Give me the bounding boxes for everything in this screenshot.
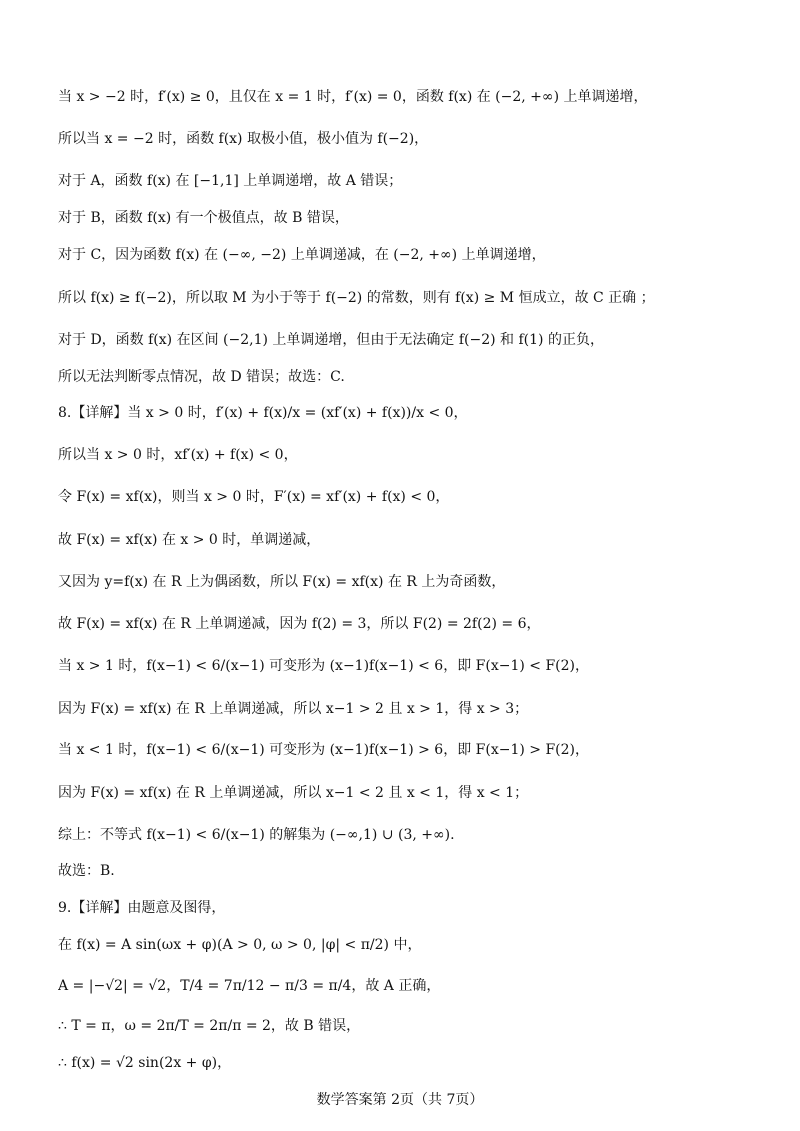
text-line: 9.【详解】由题意及图得， [58,900,226,916]
text-line: 8.【详解】当 x > 0 时，f′(x) + f(x)/x = (xf′(x) + f(x))/x < 0， [58,405,468,421]
text-line: 所以当 x > 0 时，xf′(x) + f(x) < 0， [58,447,298,463]
text-line: 在 f(x) = A sin(ωx + φ)(A > 0, ω > 0, |φ| < π/2) 中， [58,937,422,953]
page-footer: 数学答案第 2页（共 7页） [316,1092,484,1108]
text-line: 对于 D，函数 f(x) 在区间 (−2,1) 上单调递增，但由于无法确定 f(−2) 和 f(1) 的正负， [58,332,604,348]
text-line: ∴ T = π，ω = 2π/T = 2π/π = 2，故 B 错误， [58,1018,361,1034]
text-line: 所以 f(x) ≥ f(−2)，所以取 M 为小于等于 f(−2) 的常数，则有 f(x) ≥ M 恒成立，故 C 正确 ； [58,290,655,306]
text-line: 因为 F(x) = xf(x) 在 R 上单调递减，所以 x−1 < 2 且 x < 1，得 x < 1； [58,785,529,801]
text-line: 对于 C，因为函数 f(x) 在 (−∞, −2) 上单调递减，在 (−2, +∞) 上单调递增， [58,247,546,263]
text-line: 当 x > −2 时，f′(x) ≥ 0，且仅在 x = 1 时，f′(x) = 0，函数 f(x) 在 (−2, +∞) 上单调递增， [58,89,648,105]
text-line: 故 F(x) = xf(x) 在 x > 0 时，单调递减， [58,532,321,548]
text-line: 故 F(x) = xf(x) 在 R 上单调递减，因为 f(2) = 3，所以 F(2) = 2f(2) = 6， [58,616,541,632]
text-line: 综上：不等式 f(x−1) < 6/(x−1) 的解集为 (−∞,1) ∪ (3, +∞). [58,827,455,843]
text-line: 对于 B，函数 f(x) 有一个极值点，故 B 错误， [58,210,349,226]
text-line: 故选：B. [58,863,115,879]
text-line: 当 x > 1 时，f(x−1) < 6/(x−1) 可变形为 (x−1)f(x−1) < 6，即 F(x−1) < F(2)， [58,658,590,674]
text-line: 所以当 x = −2 时，函数 f(x) 取极小值，极小值为 f(−2)， [58,131,429,147]
text-line: 所以无法判断零点情况，故 D 错误；故选：C. [58,369,345,385]
text-line: 令 F(x) = xf(x)，则当 x > 0 时，F′(x) = xf′(x) + f(x) < 0， [58,489,450,505]
text-line: 因为 F(x) = xf(x) 在 R 上单调递减，所以 x−1 > 2 且 x > 1，得 x > 3； [58,701,529,717]
text-line: 对于 A，函数 f(x) 在 [−1,1] 上单调递增，故 A 错误； [58,173,403,189]
text-line: 当 x < 1 时，f(x−1) < 6/(x−1) 可变形为 (x−1)f(x−1) > 6，即 F(x−1) > F(2)， [58,742,590,758]
text-line: A = |−√2| = √2，T/4 = 7π/12 − π/3 = π/4，故 A 正确， [58,978,441,994]
text-line: 又因为 y=f(x) 在 R 上为偶函数，所以 F(x) = xf(x) 在 R 上为奇函数， [58,574,506,590]
text-line: ∴ f(x) = √2 sin(2x + φ)， [58,1055,232,1071]
